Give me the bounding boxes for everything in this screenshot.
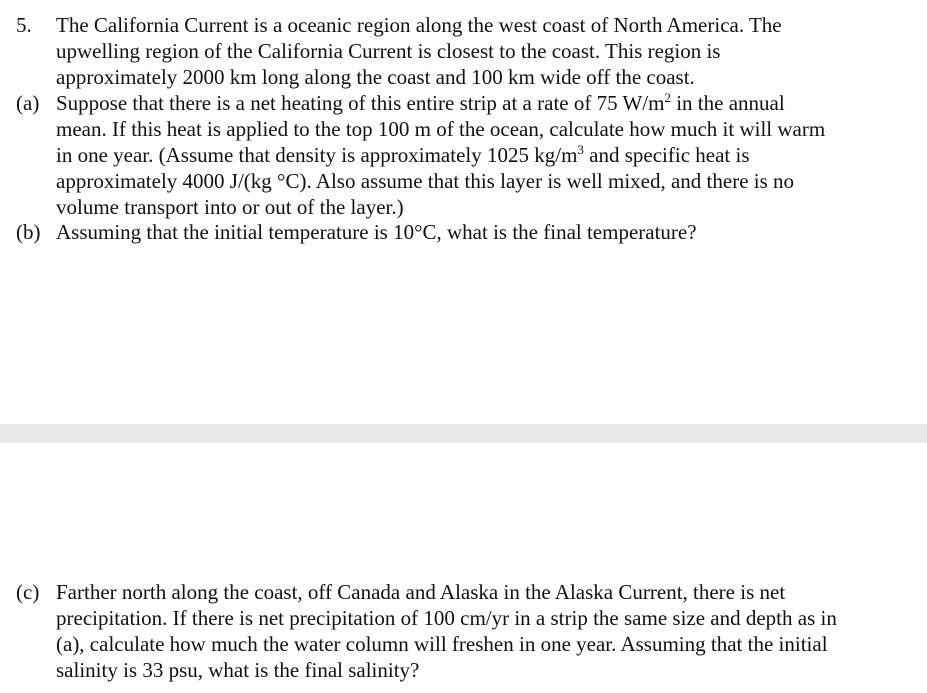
question-5-line: The California Current is a oceanic region along the west coast of North America. The [56, 13, 782, 37]
part-a-line [56, 90, 918, 116]
part-b-line: Assuming that the initial temperature is 10°C, what is the final temperature? [56, 220, 697, 244]
part-a-line-text: and specific heat is [583, 143, 750, 167]
part-a-line: approximately 4000 J/(kg °C). Also assume that this layer is well mixed, and there is no [56, 169, 795, 193]
part-a-line [56, 142, 918, 168]
part-a-label: (a) [16, 91, 40, 115]
part-c-line: precipitation. If there is net precipitation of 100 cm/yr in a strip the same size and depth as in [56, 606, 837, 630]
part-a-line: volume transport into or out of the layer.) [56, 195, 404, 219]
question-5-line: upwelling region of the California Current is closest to the coast. This region is [56, 39, 721, 63]
part-c-line: salinity is 33 psu, what is the final salinity? [56, 658, 420, 682]
part-c-line: Farther north along the coast, off Canada and Alaska in the Alaska Current, there is net [56, 580, 786, 604]
part-a-line-text: in one year. (Assume that density is approximately 1025 kg/m [56, 143, 578, 167]
part-b-text [56, 219, 918, 245]
question-5-line: approximately 2000 km long along the coast and 100 km wide off the coast. [56, 65, 695, 89]
part-b-label: (b) [16, 220, 41, 244]
part-a-line-text: Suppose that there is a net heating of this entire strip at a rate of 75 W/m [56, 91, 665, 115]
superscript: 3 [577, 142, 584, 157]
part-c-line: (a), calculate how much the water column will freshen in one year. Assuming that the initial [56, 632, 828, 656]
page-separator [0, 424, 927, 443]
question-5-number: 5. [16, 13, 32, 37]
part-a-line-text: in the annual [670, 91, 785, 115]
part-c-text [56, 579, 918, 683]
part-a-text [56, 90, 918, 220]
part-a-line: mean. If this heat is applied to the top 100 m of the ocean, calculate how much it will warm [56, 117, 826, 141]
part-c-label: (c) [16, 580, 40, 604]
superscript: 2 [664, 90, 671, 105]
question-5-text [56, 12, 918, 90]
